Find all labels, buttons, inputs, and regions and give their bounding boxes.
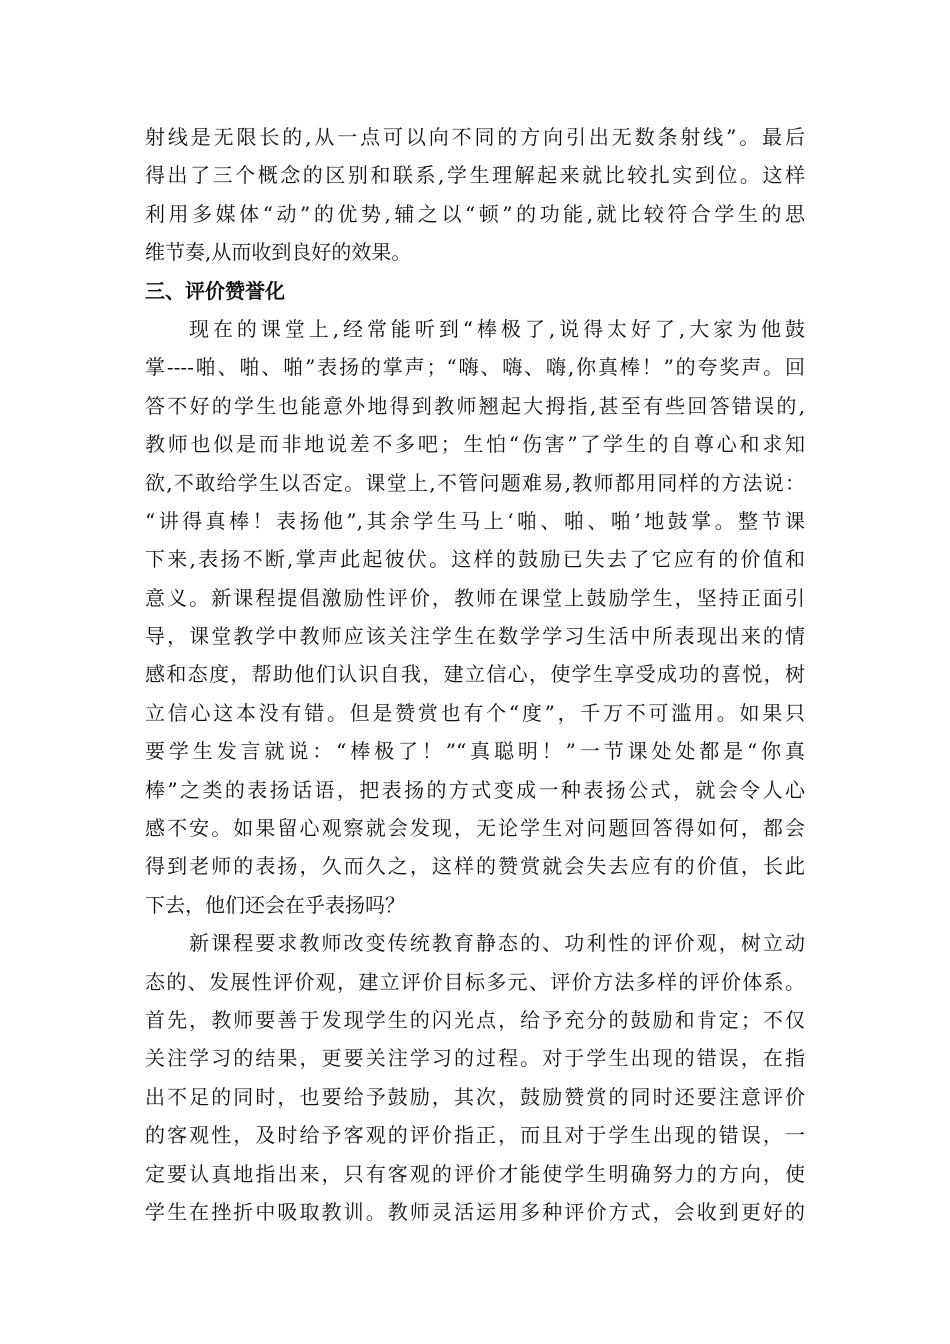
text-line: 学生在挫折中吸取教训。教师灵活运用多种评价方式，会收到更好的 (145, 1199, 805, 1224)
text-line: 感不安。如果留心观察就会发现，无论学生对问题回答得如何，都会 (145, 816, 805, 841)
text-line: 得出了三个概念的区别和联系,学生理解起来就比较扎实到位。这样 (145, 163, 805, 188)
text-line: 新课程要求教师改变传统教育静态的、功利性的评价观，树立动 (189, 931, 805, 956)
text-line: 关注学习的结果，更要关注学习的过程。对于学生出现的错误，在指 (145, 1046, 805, 1071)
text-line: 下去，他们还会在乎表扬吗？ (145, 892, 405, 917)
text-line: 掌----啪、啪、啪”表扬的掌声；“嗨、嗨、嗨,你真棒！”的夸奖声。回 (145, 355, 805, 380)
text-line: 立信心这本没有错。但是赞赏也有个“度”，千万不可滥用。如果只 (145, 700, 805, 725)
section-heading: 三、评价赞誉化 (145, 278, 285, 303)
text-line: 维节奏,从而收到良好的效果。 (145, 240, 412, 265)
document-page (145, 118, 805, 1231)
text-line: 答不好的学生也能意外地得到教师翘起大拇指,甚至有些回答错误的, (145, 393, 805, 418)
text-line: 出不足的同时，也要给予鼓励，其次，鼓励赞赏的同时还要注意评价 (145, 1084, 805, 1109)
text-line: 利用多媒体“动”的优势,辅之以“顿”的功能,就比较符合学生的思 (145, 201, 805, 226)
text-line: 意义。新课程提倡激励性评价，教师在课堂上鼓励学生，坚持正面引 (145, 585, 805, 610)
text-line: 棒”之类的表扬话语，把表扬的方式变成一种表扬公式，就会令人心 (145, 777, 805, 802)
text-line: “讲得真棒！表扬他”,其余学生马上‘啪、啪、啪’地鼓掌。整节课 (145, 508, 805, 533)
text-line: 要学生发言就说：“棒极了！”“真聪明！”一节课处处都是“你真 (145, 739, 805, 764)
text-line: 射线是无限长的,从一点可以向不同的方向引出无数条射线”。最后 (145, 125, 805, 149)
text-line: 首先，教师要善于发现学生的闪光点，给予充分的鼓励和肯定；不仅 (145, 1007, 805, 1032)
text-line: 定要认真地指出来，只有客观的评价才能使学生明确努力的方向，使 (145, 1161, 805, 1186)
text-line: 现在的课堂上,经常能听到“棒极了,说得太好了,大家为他鼓 (189, 316, 805, 341)
text-line: 得到老师的表扬，久而久之，这样的赞赏就会失去应有的价值，长此 (145, 854, 805, 879)
text-line: 下来,表扬不断,掌声此起彼伏。这样的鼓励已失去了它应有的价值和 (145, 547, 805, 572)
text-line: 欲,不敢给学生以否定。课堂上,不管问题难易,教师都用同样的方法说： (145, 470, 805, 495)
text-line: 教师也似是而非地说差不多吧；生怕“伤害”了学生的自尊心和求知 (145, 432, 805, 457)
text-line: 导，课堂教学中教师应该关注学生在数学学习生活中所表现出来的情 (145, 624, 805, 649)
text-line: 感和态度，帮助他们认识自我，建立信心，使学生享受成功的喜悦，树 (145, 662, 805, 687)
paragraph-two (145, 924, 805, 1231)
paragraph-one (145, 310, 805, 924)
text-line: 的客观性，及时给予客观的评价指正，而且对于学生出现的错误，一 (145, 1123, 805, 1148)
text-line: 态的、发展性评价观，建立评价目标多元、评价方法多样的评价体系。 (145, 969, 805, 994)
paragraph-intro (145, 118, 805, 272)
